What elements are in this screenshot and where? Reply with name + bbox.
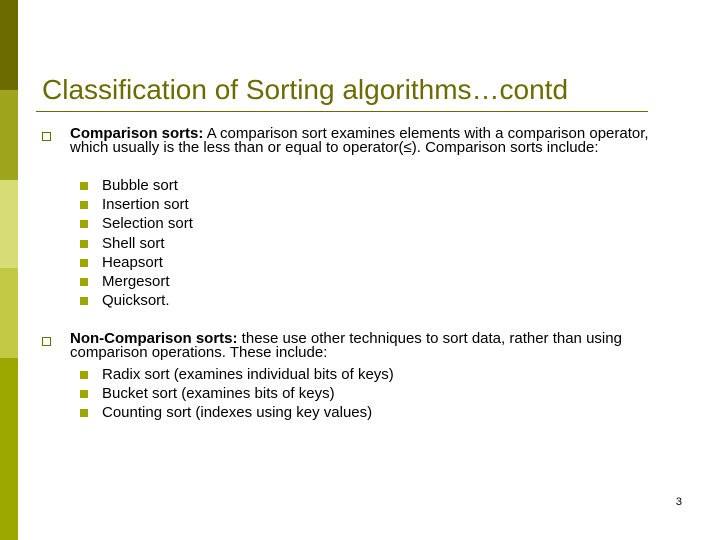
square-bullet-icon <box>80 409 88 417</box>
comparison-sorts-paragraph <box>70 127 660 155</box>
hollow-square-bullet-icon <box>42 132 51 141</box>
bar-segment-light <box>0 180 18 268</box>
list-item <box>80 403 394 422</box>
list-item-label: Counting sort (indexes using key values) <box>102 404 373 422</box>
square-bullet-icon <box>80 259 88 267</box>
list-item <box>80 176 193 195</box>
title-underline <box>36 111 648 112</box>
list-item-label: Bucket sort (examines bits of keys) <box>102 385 335 403</box>
non-comparison-sorts-heading: Non-Comparison sorts: <box>70 330 238 347</box>
bar-segment-bottom <box>0 358 18 540</box>
non-comparison-sorts-list <box>80 365 394 423</box>
left-decorative-bar <box>0 0 18 540</box>
list-item-label: Mergesort <box>102 272 170 290</box>
square-bullet-icon <box>80 390 88 398</box>
bar-segment-mid <box>0 90 18 180</box>
list-item <box>80 234 193 253</box>
square-bullet-icon <box>80 201 88 209</box>
square-bullet-icon <box>80 278 88 286</box>
list-item-label: Radix sort (examines individual bits of keys) <box>102 366 394 383</box>
square-bullet-icon <box>80 182 88 190</box>
bar-segment-dark <box>0 0 18 90</box>
bar-segment-lime <box>0 268 18 358</box>
comparison-sorts-heading: Comparison sorts: <box>70 125 204 142</box>
list-item <box>80 253 193 272</box>
list-item <box>80 365 394 384</box>
square-bullet-icon <box>80 240 88 248</box>
list-item-label: Insertion sort <box>102 196 189 214</box>
hollow-square-bullet-icon <box>42 337 51 346</box>
comparison-sorts-description: A comparison sort examines elements with a comparison operator, which usually is the less than or equal to operator(≤). Comparison sorts include: <box>70 125 649 156</box>
square-bullet-icon <box>80 220 88 228</box>
list-item <box>80 195 193 214</box>
square-bullet-icon <box>80 371 88 379</box>
comparison-sorts-list <box>80 176 193 310</box>
list-item <box>80 384 394 403</box>
square-bullet-icon <box>80 297 88 305</box>
non-comparison-sorts-description: these use other techniques to sort data, rather than using comparison operations. These include: <box>70 330 622 361</box>
page-number: 3 <box>675 496 682 508</box>
list-item-label: Selection sort <box>102 215 193 233</box>
slide-title: Classification of Sorting algorithms…contd <box>42 74 569 105</box>
list-item-label: Quicksort. <box>102 292 170 310</box>
non-comparison-sorts-paragraph <box>70 332 660 360</box>
list-item <box>80 272 193 291</box>
list-item-label: Heapsort <box>102 253 163 271</box>
list-item-label: Bubble sort <box>102 177 178 194</box>
list-item <box>80 291 193 310</box>
list-item <box>80 214 193 233</box>
list-item-label: Shell sort <box>102 234 165 252</box>
